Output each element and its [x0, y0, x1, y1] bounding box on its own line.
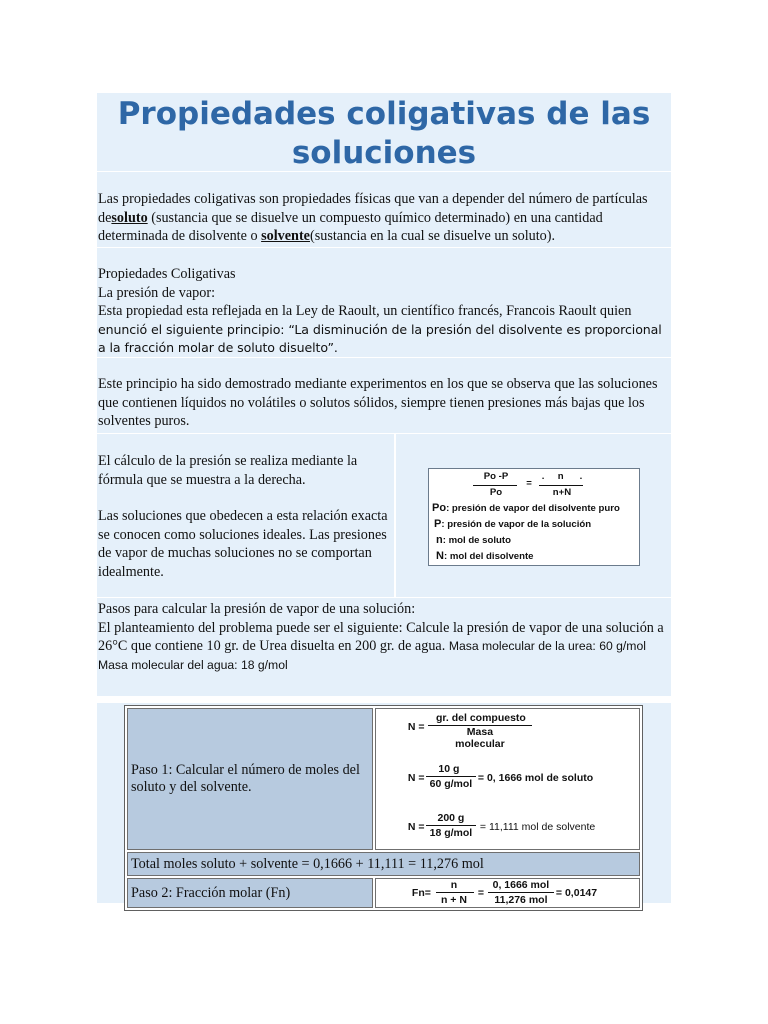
- soluto-link[interactable]: soluto: [111, 209, 148, 226]
- urea-moles-numerator: 10 g: [438, 763, 460, 775]
- principle-paragraph: [97, 358, 671, 433]
- fraction-value-denominator: 11,276 mol: [494, 894, 548, 906]
- table-row: [127, 878, 640, 908]
- formula-numerator: Po -P: [483, 471, 509, 482]
- intro-text-3: (sustancia en la cual se disuelve un soluto).: [309, 228, 556, 245]
- steps-heading: Pasos para calcular la presión de vapor de una solución:: [98, 601, 416, 617]
- table-row: [127, 708, 640, 850]
- water-moles-lhs: N =: [407, 821, 425, 833]
- step-2-label: Paso 2: Fracción molar (Fn): [127, 878, 373, 908]
- page-title: [97, 93, 671, 171]
- intro-text-1: Las propiedades coligativas son propiedades físicas que van a depender del número de partículas de: [98, 191, 648, 226]
- formula-denominator-2: n+N: [552, 487, 572, 498]
- fraction-numerator: n: [450, 879, 458, 891]
- legend-N: N: mol del disolvente: [436, 550, 534, 562]
- table-row: [127, 852, 640, 876]
- fraction-denominator: n + N: [440, 894, 467, 906]
- formula-numerator-2: . n .: [541, 471, 583, 482]
- legend-po: Po: presión de vapor del disolvente puro: [432, 502, 620, 514]
- page-title-text: Propiedades coligativas de las soluciones: [117, 96, 651, 171]
- urea-moles-denominator: 60 g/mol: [429, 778, 473, 790]
- principle-text: Este principio ha sido demostrado mediante experimentos en los que se observa que las soluciones que contienen líquidos no volátiles o solutos sólidos, siempre tienen presiones más bajas que los solventes puros.: [98, 376, 658, 430]
- section-heading: Propiedades Coligativas: [98, 266, 236, 282]
- moles-formula-cell: [375, 708, 640, 850]
- formula-explanation-1: El cálculo de la presión se realiza mediante la fórmula que se muestra a la derecha.: [98, 453, 358, 488]
- formula-equals: =: [526, 478, 532, 489]
- moles-formula-numerator: gr. del compuesto: [435, 712, 526, 724]
- problem-statement: El planteamiento del problema puede ser el siguiente: Calcule la presión de vapor de una solución a 26°C que contiene 10 gr. de Urea disuelta en 200 gr. de agua.: [98, 619, 664, 655]
- moles-formula-denominator: Masa molecular: [455, 726, 505, 750]
- intro-text-2: (sustancia que se disuelve un compuesto químico determinado) en una cantidad determinada de disolvente o: [98, 209, 603, 245]
- water-moles-denominator: 18 g/mol: [429, 827, 473, 839]
- raoult-section: [97, 248, 671, 357]
- raoult-text: Esta propiedad esta reflejada en la Ley de Raoult, un científico francés, Francois Raoult quien: [98, 303, 632, 320]
- water-moles-result: = 11,111 mol de solvente: [479, 821, 596, 833]
- urea-moles-result: = 0, 1666 mol de soluto: [477, 772, 594, 784]
- mole-fraction-cell: [375, 878, 640, 908]
- formula-image-cell: [396, 434, 671, 597]
- water-molar-mass: Masa molecular del agua: 18 g/mol: [98, 657, 288, 672]
- total-moles: Total moles soluto + solvente = 0,1666 + 11,111 = 11,276 mol: [127, 852, 640, 876]
- fraction-result: = 0,0147: [555, 887, 598, 899]
- intro-paragraph: [97, 172, 671, 247]
- formula-explanation: [97, 434, 394, 597]
- raoult-quote: enunció el siguiente principio: “La disminución de la presión del disolvente es proporcional a la fracción molar de soluto disuelto”.: [98, 321, 662, 356]
- calculation-table-section: [97, 703, 671, 906]
- formula-explanation-2: Las soluciones que obedecen a esta relación exacta se conocen como soluciones ideales. Las presiones de vapor de muchas soluciones no se comportan idealmente.: [98, 508, 388, 580]
- formula-denominator: Po: [489, 487, 503, 498]
- raoult-formula: [428, 468, 640, 566]
- fraction-lhs: Fn=: [411, 887, 431, 899]
- urea-moles-lhs: N =: [407, 772, 425, 784]
- legend-p: P: presión de vapor de la solución: [434, 518, 592, 530]
- calculation-table: [124, 705, 643, 911]
- solvente-link[interactable]: solvente: [261, 228, 310, 245]
- water-moles-numerator: 200 g: [437, 812, 465, 824]
- steps-section: [97, 598, 671, 696]
- legend-n: n: mol de soluto: [436, 534, 511, 546]
- formula-section: [97, 434, 671, 597]
- urea-molar-mass: Masa molecular de la urea: 60 g/mol: [448, 639, 646, 654]
- fraction-equals: =: [477, 887, 485, 899]
- moles-formula-lhs: N =: [407, 721, 425, 733]
- fraction-value-numerator: 0, 1666 mol: [492, 879, 550, 891]
- section-subheading: La presión de vapor:: [98, 284, 216, 301]
- step-1-label: Paso 1: Calcular el número de moles del soluto y del solvente.: [127, 708, 373, 850]
